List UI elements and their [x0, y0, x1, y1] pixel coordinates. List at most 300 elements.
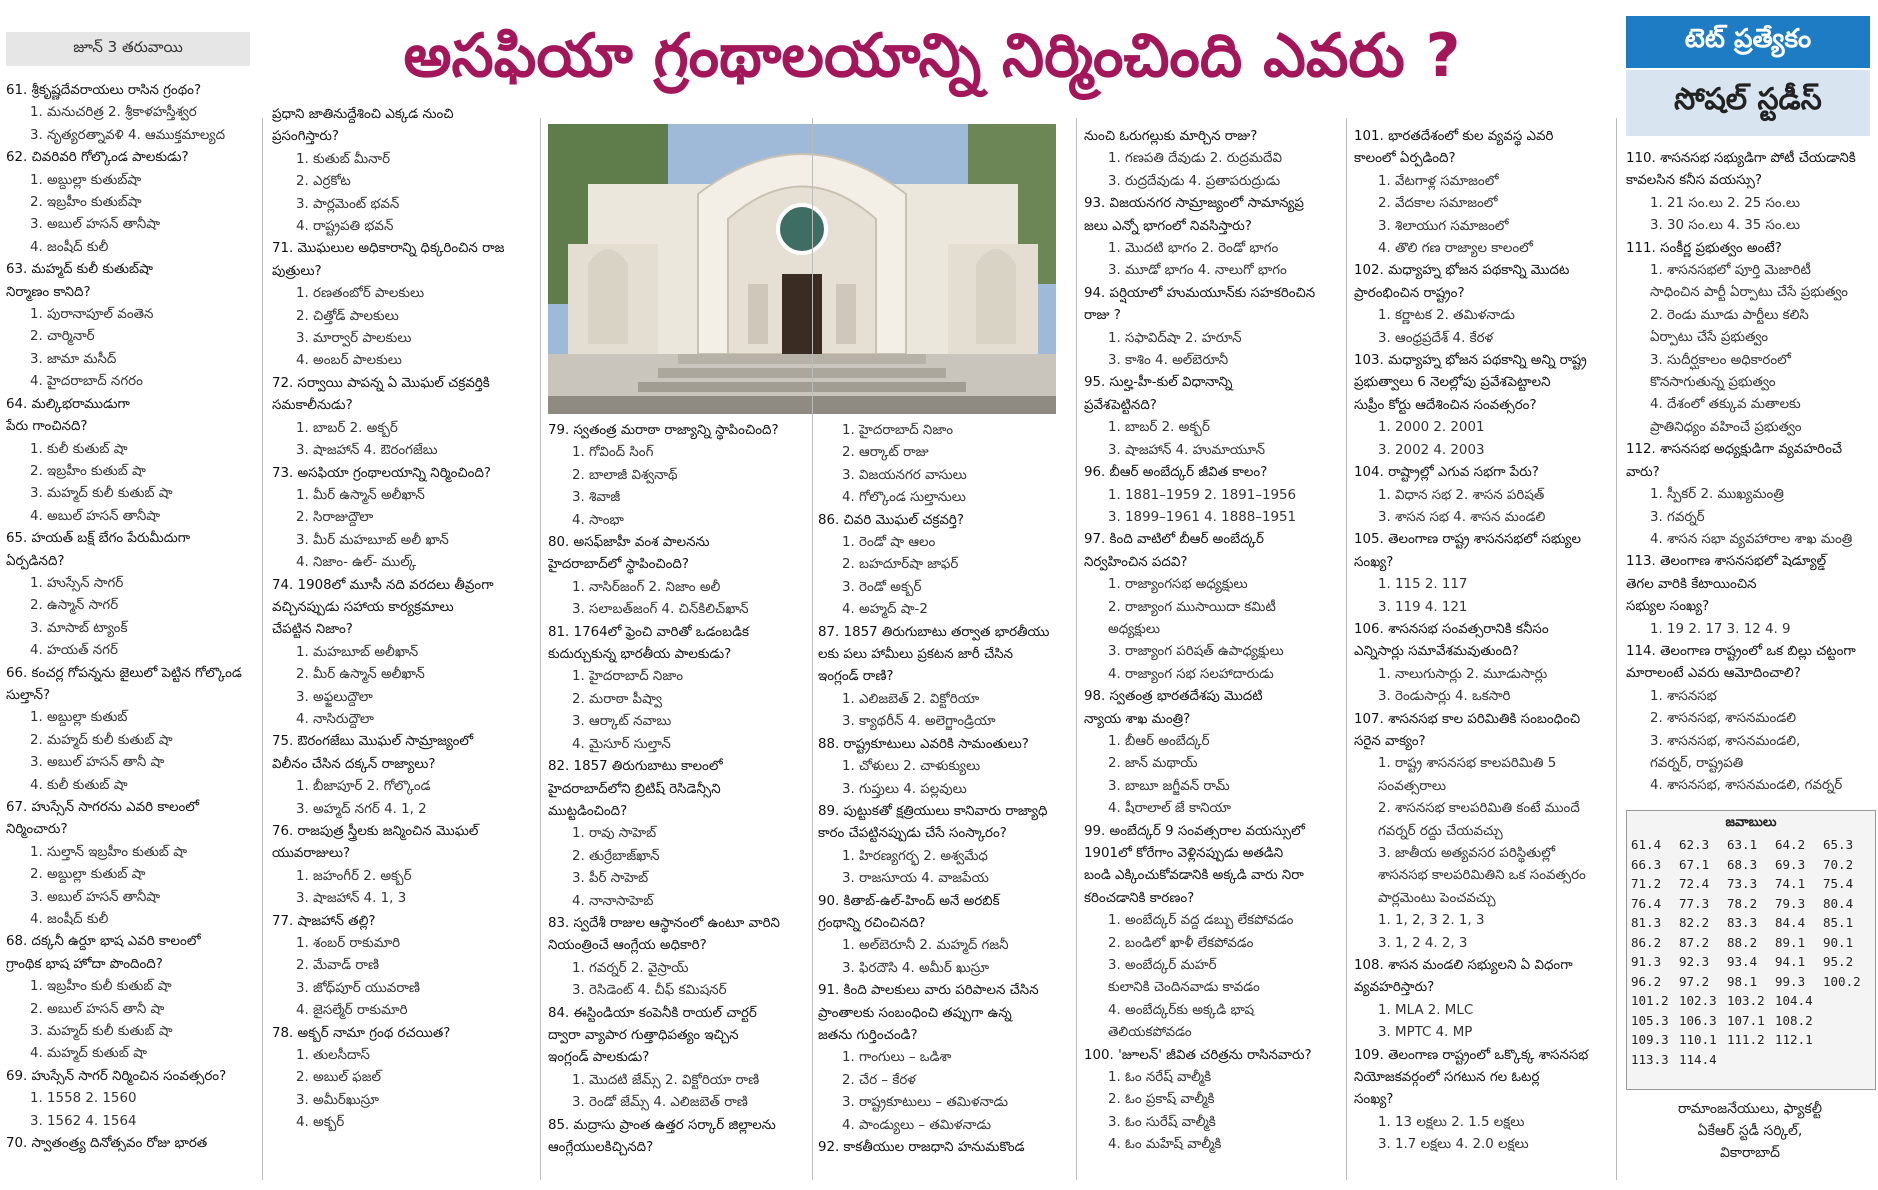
answer-cell: 93.4	[1727, 954, 1758, 969]
question-text: 91. కింది పాలకులు వారు పరిపాలన చేసిన	[818, 983, 1039, 999]
option-text: 1. సుల్తాన్ ఇబ్రహీం కుతుబ్ షా	[30, 844, 188, 860]
question-text: 81. 1764లో ఫ్రెంచి వారితో ఒడంబడిక	[548, 624, 750, 640]
question-text: ప్రభుత్వాలు 6 నెలల్లోపు ప్రవేశపెట్టాలని	[1354, 375, 1551, 391]
question-text: ప్రారంభించిన రాష్ట్రం?	[1354, 285, 1465, 301]
option-text: 2. వేదకాల సమాజంలో	[1378, 196, 1498, 212]
question-text: మారాలంటే ఎవరు ఆమోదించాలి?	[1626, 666, 1801, 682]
answer-cell: 86.2	[1631, 934, 1662, 950]
option-text: 3. షాజహాన్ 4. 1, 3	[296, 891, 407, 907]
answer-cell: 68.3	[1727, 856, 1758, 872]
library-building-illustration	[548, 124, 1056, 414]
question-text: జలు ఎన్నో భాగంలో నివసిస్తారు?	[1084, 218, 1252, 234]
option-text: 4. హయత్ నగర్	[30, 643, 118, 659]
answer-cell: 102.3	[1679, 993, 1717, 1008]
answer-cell: 109.3	[1631, 1032, 1669, 1047]
question-text: 84. ఈస్టిండియా కంపెనీకి రాయల్ చార్టర్	[548, 1005, 757, 1021]
answer-cell: 63.1	[1727, 837, 1758, 852]
question-text: వ్యవహరిస్తారు?	[1354, 980, 1435, 996]
option-text: 3. 2002 4. 2003	[1378, 442, 1485, 458]
option-text: 1. కర్ణాటక 2. తమిళనాడు	[1378, 308, 1515, 324]
answer-cell: 111.2	[1727, 1032, 1765, 1047]
question-text: 72. సర్వాయి పాపన్న ఏ మొఘల్ చక్రవర్తికి	[272, 375, 490, 391]
option-text: 4. రాష్ట్రపతి భవన్	[296, 219, 394, 235]
option-text: 3. మహ్మద్ కులీ కుతుబ్ షా	[30, 1024, 173, 1040]
question-text: పుత్రులు?	[272, 263, 322, 279]
option-text: 2. అబుల్ హసన్ తానీ షా	[30, 1001, 165, 1017]
answer-cell	[1775, 1050, 1823, 1070]
answer-cell: 98.1	[1727, 973, 1758, 989]
question-text: 69. హుస్సేన్ సాగర్ నిర్మించిన సంవత్సరం?	[6, 1068, 227, 1084]
option-text: 3. జోధ్‌పూర్ యువరాణి	[296, 980, 420, 996]
question-text: 107. శాసనసభ కాల పరిమితికి సంబంధించి	[1354, 711, 1581, 727]
question-text: వారు?	[1626, 464, 1660, 480]
option-text: 3. అబుల్ హసన్ తానీషా	[30, 889, 161, 905]
answer-cell: 83.3	[1727, 915, 1758, 930]
option-text: 2. అబుల్ ఫజల్	[296, 1070, 381, 1086]
answer-cell: 77.3	[1679, 895, 1710, 911]
option-text: 3. 1899–1961 4. 1888–1951	[1108, 509, 1297, 525]
option-text: 1. 21 సం.లు 2. 25 సం.లు	[1650, 195, 1801, 211]
option-text: 1. చోళులు 2. చాళుక్యులు	[842, 759, 981, 775]
question-text: తెగల వారికి కేటాయించిన	[1626, 576, 1757, 592]
option-text: 3. జాతీయ అత్యవసర పరిస్థితుల్లో	[1378, 846, 1555, 861]
question-text: 102. మధ్యాహ్న భోజన పథకాన్ని మొదట	[1354, 263, 1570, 279]
answer-cell: 62.3	[1679, 837, 1710, 852]
option-text: 4. జంషీద్ కులీ	[30, 912, 109, 928]
question-text: నిర్మాణం కానిది?	[6, 284, 91, 300]
answer-cell: 88.2	[1727, 934, 1758, 950]
option-text: 1. అల్‌బెరూనీ 2. మహ్మద్ గజనీ	[842, 938, 1009, 954]
question-text: 88. రాష్ట్రకూటులు ఎవరికి సామంతులు?	[818, 736, 1029, 752]
column-divider	[262, 118, 263, 1180]
answer-cell: 84.4	[1775, 915, 1806, 930]
question-text: కారం చేపట్టినప్పుడు చేసే సంస్కారం?	[818, 826, 1007, 842]
question-text: 93. విజయనగర సామ్రాజ్యంలో సామాన్యప్ర	[1084, 196, 1304, 212]
question-text: ప్రధాని జాతినుద్దేశించి ఎక్కడ నుంచి	[272, 107, 454, 122]
option-text: 3. అహ్మద్ నగర్ 4. 1, 2	[296, 801, 427, 817]
option-text: 1. స్పీకర్ 2. ముఖ్యమంత్రి	[1650, 487, 1784, 503]
answer-cell: 106.3	[1679, 1012, 1717, 1028]
option-text: సంవత్సరాలు	[1378, 778, 1446, 794]
question-text: ఎన్నిసార్లు సమావేశమవుతుంది?	[1354, 644, 1519, 660]
column-divider	[1616, 118, 1617, 1180]
option-text: 1. ఇబ్రహీం కులీ కుతుబ్ షా	[30, 979, 172, 995]
answer-cell: 110.1	[1679, 1032, 1717, 1047]
question-text: 61. శ్రీకృష్ణదేవరాయలు రాసిన గ్రంథం?	[6, 83, 202, 98]
option-text: 2. బహదూర్‌షా జాఫర్	[842, 557, 959, 573]
question-text: 87. 1857 తిరుగుబాటు తర్వాత భారతీయు	[818, 624, 1050, 640]
question-text: నియోజకవర్గంలో సగటున గల ఓటర్ల	[1354, 1070, 1540, 1086]
question-text: కుదుర్చుకున్న భారతీయ పాలకుడు?	[548, 647, 732, 663]
answer-cell: 80.4	[1823, 895, 1854, 911]
answer-cell	[1823, 991, 1871, 1011]
option-text: 1. ఓం నరేష్ వాల్మీకి	[1108, 1070, 1212, 1086]
question-text: నియంత్రించే ఆంగ్లేయ అధికారి?	[548, 938, 707, 954]
option-text: 3. రెండుసార్లు 4. ఒకసారి	[1378, 689, 1511, 705]
option-text: 1. బీఆర్ అంబేద్కర్	[1108, 733, 1210, 749]
option-text: 3. 1.7 లక్షలు 4. 2.0 లక్షలు	[1378, 1137, 1529, 1153]
author-credit	[1626, 1098, 1874, 1184]
question-text: 100. 'జూలన్' జీవిత చరిత్రను రాసినవారు?	[1084, 1047, 1312, 1063]
option-text: 4. హైదరాబాద్ నగరం	[30, 374, 143, 390]
question-text: ముట్టడించింది?	[548, 803, 628, 819]
question-text: 83. స్వదేశీ రాజుల ఆస్థానంలో ఉంటూ వారిని	[548, 915, 780, 931]
option-text: 3. షాజహాన్ 4. ఔరంగజేబు	[296, 443, 438, 459]
option-text: 2. ఇబ్రహీం కుతుబ్‌షా	[30, 195, 142, 211]
answer-cell: 66.3	[1631, 856, 1662, 872]
option-text: 2. శాసనసభ కాలపరిమితి కంటే ముందే	[1378, 801, 1580, 817]
answer-cell: 72.4	[1679, 876, 1710, 891]
question-text: 73. అసఫియా గ్రంథాలయాన్ని నిర్మించింది?	[272, 465, 492, 481]
answer-cell: 65.3	[1823, 837, 1854, 852]
column-divider	[812, 118, 813, 1180]
option-text: 4. జంషీద్ కులీ	[30, 239, 109, 255]
option-text: 1. వేటగాళ్ల సమాజంలో	[1378, 173, 1499, 189]
question-text: సంఖ్య?	[1354, 554, 1394, 570]
question-column-4	[818, 420, 1074, 1184]
option-text: 1. గవర్నర్ 2. వైస్రాయ్	[572, 960, 689, 976]
option-text: 1. శాసనసభలో పూర్తి మెజారిటీ	[1650, 263, 1811, 279]
option-text: 2. రెండు మూడు పార్టీలు కలిసి	[1650, 307, 1809, 323]
option-text: 3. 30 సం.లు 4. 35 సం.లు	[1650, 218, 1801, 234]
question-text: లకు పలు హామీలు ప్రకటన జారీ చేసిన	[818, 647, 1014, 663]
subject-title: సోషల్ స్టడీస్	[1626, 70, 1870, 136]
answer-cell: 74.1	[1775, 876, 1806, 891]
answer-cell	[1823, 1011, 1871, 1031]
option-text: 1. మీర్ ఉస్మాన్ అలీఖాన్	[296, 487, 425, 503]
question-text: 68. దక్కనీ ఉర్దూ భాష ఎవరి కాలంలో	[6, 934, 201, 950]
question-text: 86. చివరి మొఘల్ చక్రవర్తి?	[818, 512, 964, 528]
option-text: 1. ఎలిజబెత్ 2. విక్టోరియా	[842, 691, 980, 707]
option-text: ఏర్పాటు చేసే ప్రభుత్వం	[1650, 330, 1769, 346]
option-text: 1. నాసిర్‌జంగ్ 2. నిజాం అలీ	[572, 579, 721, 595]
question-text: ప్రవేశపెట్టినది?	[1084, 397, 1157, 413]
answer-cell: 90.1	[1823, 934, 1854, 950]
option-text: 4. రాజ్యాంగ సభ సలహాదారుడు	[1108, 666, 1274, 682]
question-text: 108. శాసన మండలి సభ్యులని ఏ విధంగా	[1354, 958, 1573, 974]
answer-key-grid	[1627, 835, 1875, 1069]
answer-cell	[1727, 1050, 1775, 1070]
option-text: 4. ఓం మహేష్ వాల్మీకి	[1108, 1137, 1222, 1153]
answer-cell: 104.4	[1775, 993, 1813, 1008]
option-text: 4. కులీ కుతుబ్ షా	[30, 777, 128, 793]
author-name: రామాంజనేయులు, ఫ్యాకల్టీ	[1678, 1101, 1822, 1117]
question-text: 105. తెలంగాణ రాష్ట్ర శాసనసభలో సభ్యుల	[1354, 532, 1582, 548]
option-text: అధ్యక్షులు	[1108, 621, 1160, 637]
option-text: 3. సలాబత్‌జంగ్ 4. చిన్‌కిలిచ్‌ఖాన్	[572, 602, 749, 618]
question-text: విలీనం చేసిన దక్కన్ రాజ్యాలు?	[272, 756, 436, 772]
question-text: 89. పుట్టుకతో క్షత్రియులు కానివారు రాజ్యాధి	[818, 803, 1048, 819]
question-text: రాజు ?	[1084, 308, 1121, 324]
option-text: 3. శాసన సభ 4. శాసన మండలి	[1378, 509, 1546, 525]
question-text: నిర్మించారు?	[6, 822, 68, 838]
option-text: 1. అంబేద్కర్ వద్ద డబ్బు లేకపోవడం	[1108, 913, 1294, 929]
option-text: 2. ఉస్మాన్ సాగర్	[30, 598, 119, 614]
option-text: 3. రెండో అక్బర్	[842, 579, 922, 595]
option-text: 1. శాసనసభ	[1650, 688, 1717, 704]
option-text: 4. గోల్కొండ సుల్తానులు	[842, 490, 966, 506]
option-text: 3. 119 4. 121	[1378, 599, 1468, 615]
answer-cell: 91.3	[1631, 954, 1662, 969]
option-text: 4. అక్బర్	[296, 1115, 345, 1131]
option-text: 3. మూడో భాగం 4. నాలుగో భాగం	[1108, 263, 1287, 279]
answer-cell: 108.2	[1775, 1012, 1813, 1028]
option-text: 4. పాండ్యులు – తమిళనాడు	[842, 1117, 992, 1133]
option-text: 1. రణతంబోర్ పాలకులు	[296, 286, 425, 302]
option-text: 1. 1881–1959 2. 1891–1956	[1108, 487, 1297, 503]
option-text: 2. బండిలో ఖాళీ లేకపోవడం	[1108, 935, 1254, 951]
option-text: 2. చార్మినార్	[30, 329, 95, 345]
author-location: వికారాబాద్	[1719, 1145, 1781, 1161]
option-text: 3. గవర్నర్	[1650, 509, 1705, 525]
answer-key-box	[1626, 810, 1876, 1090]
option-text: 3. పీర్ సాహెబ్	[572, 871, 649, 887]
option-text: 1. 115 2. 117	[1378, 577, 1468, 593]
option-text: 1. సఫావిద్‌షా 2. హరూన్	[1108, 330, 1242, 346]
option-text: 3. మహ్మద్ కులీ కుతుబ్ షా	[30, 486, 173, 502]
question-text: 114. తెలంగాణ రాష్ట్రంలో ఒక బిల్లు చట్టంగా	[1626, 643, 1856, 659]
question-text: 75. ఔరంగజేబు మొఘల్ సామ్రాజ్యంలో	[272, 734, 474, 750]
question-text: 78. అక్బర్ నామా గ్రంథ రచయిత?	[272, 1025, 451, 1041]
question-text: 74. 1908లో మూసీ నది వరదలు తీవ్రంగా	[272, 577, 494, 593]
answer-cell: 101.2	[1631, 993, 1669, 1008]
option-text: 3. శాసనసభ, శాసనమండలి,	[1650, 733, 1801, 749]
question-text: ప్రసంగిస్తారు?	[272, 129, 340, 145]
option-text: 1. విధాన సభ 2. శాసన పరిషత్	[1378, 487, 1545, 503]
question-text: సమకాలీనుడు?	[272, 398, 353, 414]
question-text: న్యాయ శాఖ మంత్రి?	[1084, 711, 1191, 727]
option-text: 2. ఎర్రకోట	[296, 174, 351, 190]
option-text: 1. మొదటి జేమ్స్ 2. విక్టోరియా రాణి	[572, 1072, 760, 1088]
option-text: 1. హైదరాబాద్ నిజాం	[572, 669, 683, 685]
option-text: 4. దేశంలో తక్కువ మతాలకు	[1650, 397, 1801, 413]
answer-cell: 82.2	[1679, 915, 1710, 930]
answer-cell: 85.1	[1823, 915, 1854, 930]
option-text: 4. మైసూర్ సుల్తాన్	[572, 736, 671, 752]
option-text: 4. అహ్మద్ షా-2	[842, 602, 928, 618]
question-text: ఏర్పడినది?	[6, 553, 65, 569]
question-text: 106. శాసనసభ సంవత్సరానికి కనీసం	[1354, 621, 1549, 637]
option-text: 3. శిలాయుగ సమాజంలో	[1378, 218, 1509, 234]
option-text: 3. అబుల్ హసన్ తానీ షా	[30, 755, 165, 771]
option-text: 3. జామా మసీద్	[30, 351, 117, 367]
answer-cell: 70.2	[1823, 856, 1854, 872]
option-text: 4. నిజాం- ఉల్- ముల్క్	[296, 555, 417, 571]
question-text: 85. మద్రాసు ప్రాంత ఉత్తర సర్కార్ జిల్లాలను	[548, 1117, 776, 1133]
option-text: 3. 1, 2 4. 2, 3	[1378, 935, 1468, 951]
question-text: 104. రాష్ట్రాల్లో ఎగువ సభగా పేరు?	[1354, 465, 1539, 481]
question-text: 92. కాకతీయుల రాజధాని హనుమకొండ	[818, 1140, 1025, 1155]
option-text: కులానికి చెందినవాడు కావడం	[1108, 980, 1260, 996]
answer-cell: 64.2	[1775, 837, 1806, 852]
answer-cell: 87.2	[1679, 934, 1710, 950]
question-text: 113. తెలంగాణ శాసనసభలో షెడ్యూల్డ్	[1626, 554, 1827, 570]
option-text: 1. రావు సాహెబ్	[572, 826, 657, 842]
option-text: 2. మరాఠా పీష్వా	[572, 691, 663, 707]
answer-cell: 105.3	[1631, 1012, 1669, 1028]
option-text: 3. అంబేద్కర్ మహర్	[1108, 958, 1217, 974]
question-text: 76. రాజపుత్ర స్త్రీలకు జన్మించిన మొఘల్	[272, 824, 479, 839]
option-text: పార్లమెంటు పెంచవచ్చు	[1378, 890, 1496, 906]
option-text: 3. రాజ్యాంగ పరిషత్ ఉపాధ్యక్షులు	[1108, 644, 1284, 660]
option-text: 4. మహ్మద్ కుతుబ్ షా	[30, 1046, 147, 1062]
option-text: 1. హుస్సేన్ సాగర్	[30, 575, 124, 591]
option-text: 1. బాబర్ 2. అక్బర్	[296, 420, 398, 436]
option-text: 2. అబ్దుల్లా కుతుబ్ షా	[30, 867, 146, 883]
option-text: 4. శాసనసభ, శాసనమండలి, గవర్నర్	[1650, 778, 1843, 794]
option-text: 1. హైదరాబాద్ నిజాం	[842, 423, 953, 438]
answer-cell: 67.1	[1679, 856, 1710, 872]
answer-cell: 79.3	[1775, 895, 1806, 911]
option-text: 1. రాజ్యాంగసభ అధ్యక్షులు	[1108, 577, 1248, 593]
column-divider	[1346, 118, 1347, 1180]
question-text: హైదరాబాద్‌లోని బ్రిటిష్ రెసిడెన్సీని	[548, 781, 721, 797]
question-text: 71. మొఘలుల అధికారాన్ని ధిక్కరించిన రాజ	[272, 241, 505, 257]
question-text: నిర్వహించిన పదవి?	[1084, 554, 1188, 570]
question-text: 62. చివరివరి గోల్కొండ పాలకుడు?	[6, 150, 189, 166]
question-text: 94. పర్షియాలో హుమయూన్‌కు సహకరించిన	[1084, 285, 1316, 301]
option-text: 2. మేవాడ్ రాణి	[296, 958, 380, 974]
question-text: గ్రాంథిక భాష హోదా పొందింది?	[6, 956, 163, 972]
option-text: 1. కులీ కుతుబ్ షా	[30, 441, 128, 457]
option-text: 1. తులసీదాస్	[296, 1048, 370, 1064]
option-text: 1. 13 లక్షలు 2. 1.5 లక్షలు	[1378, 1114, 1525, 1130]
question-text: 95. సుల్హ-హీ-కుల్ విధానాన్ని	[1084, 375, 1233, 391]
question-text: కరించడానికి కారణం?	[1084, 890, 1195, 906]
option-text: 4. తొలి గణ రాజ్యాల కాలంలో	[1378, 241, 1533, 257]
option-text: 3. కాశిం 4. అల్‌బెరూనీ	[1108, 353, 1229, 369]
option-text: 4. సాంభా	[572, 512, 624, 528]
option-text: 2. తుర్రేబాజ్‌ఖాన్	[572, 848, 660, 864]
option-text: 1. కుతుబ్ మీనార్	[296, 151, 391, 167]
option-text: 1. మహబూబ్ అలీఖాన్	[296, 644, 419, 660]
option-text: 3. ఆంధ్రప్రదేశ్ 4. కేరళ	[1378, 330, 1494, 346]
answer-cell: 75.4	[1823, 876, 1854, 891]
option-text: కొనసాగుతున్న ప్రభుత్వం	[1650, 375, 1776, 391]
option-text: 3. MPTC 4. MP	[1378, 1025, 1473, 1041]
question-text: ప్రాంతాలకు సంబంధించి తప్పుగా ఉన్న	[818, 1005, 1012, 1021]
answer-cell: 92.3	[1679, 954, 1710, 969]
option-text: 1. మనుచరిత్ర 2. శ్రీకాళహస్తీశ్వర	[30, 105, 197, 121]
answer-cell: 69.3	[1775, 856, 1806, 872]
option-text: 1. బీజాపూర్ 2. గోల్కొండ	[296, 779, 431, 795]
question-text: కావలసిన కనీస వయస్సు?	[1626, 173, 1763, 189]
question-text: 63. మహ్మద్ కులీ కుతుబ్‌షా	[6, 262, 153, 278]
question-text: 82. 1857 తిరుగుబాటు కాలంలో	[548, 759, 723, 775]
question-column-5	[1084, 126, 1342, 1184]
option-text: 2. సిరాజుద్దౌలా	[296, 510, 374, 526]
answer-cell: 81.3	[1631, 915, 1662, 930]
option-text: 2. శాసనసభ, శాసనమండలి	[1650, 711, 1797, 727]
question-text: వచ్చినప్పుడు సహాయ కార్యక్రమాలు	[272, 599, 454, 615]
question-text: 109. తెలంగాణ రాష్ట్రంలో ఒక్కొక్క శాసనసభ	[1354, 1047, 1589, 1063]
answer-cell: 96.2	[1631, 973, 1662, 989]
question-text: బండి ఎక్కించుకోవడానికి అక్కడి వారు నిరా	[1084, 868, 1304, 884]
question-text: 101. భారతదేశంలో కుల వ్యవస్థ ఎవరి	[1354, 129, 1554, 144]
question-text: చేపట్టిన నిజాం?	[272, 622, 353, 638]
option-text: 4. అబుల్ హసన్ తానీషా	[30, 508, 161, 524]
question-text: గ్రంథాన్ని రచించినది?	[818, 915, 926, 931]
answer-cell: 103.2	[1727, 993, 1765, 1008]
question-column-7	[1626, 148, 1874, 804]
option-text: 4. షీరాలాల్ జే కానియా	[1108, 801, 1232, 817]
question-text: ఇంగ్లండ్ రాణి?	[818, 669, 894, 685]
option-text: తెలియకపోవడం	[1108, 1025, 1192, 1041]
option-text: 2. ఆర్కాట్ రాజు	[842, 445, 929, 461]
option-text: 3. మాసాబ్ ట్యాంక్	[30, 620, 128, 636]
option-text: 2. ఓం ప్రకాష్ వాల్మీకి	[1108, 1092, 1215, 1108]
question-text: సుప్రీం కోర్టు ఆదేశించిన సంవత్సరం?	[1354, 397, 1537, 413]
option-text: 3. మార్వార్ పాలకులు	[296, 331, 412, 347]
question-text: 67. హుస్సేన్ సాగరను ఎవరి కాలంలో	[6, 800, 200, 815]
option-text: 3. రెండో జేమ్స్ 4. ఎలిజబెత్ రాణి	[572, 1095, 748, 1111]
option-text: 1. గోవింద్ సింగ్	[572, 445, 654, 461]
page-headline: అసఫియా గ్రంథాలయాన్ని నిర్మించింది ఎవరు ?	[403, 21, 1461, 91]
question-text: జతను గుర్తించండి?	[818, 1027, 918, 1043]
question-text: 66. కంచర్ల గోపన్నను జైలులో పెట్టిన గోల్కొండ	[6, 665, 242, 681]
option-text: 1. రెండో షా ఆలం	[842, 535, 936, 551]
question-text: 103. మధ్యాహ్న భోజన పథకాన్ని అన్ని రాష్ట్ర	[1354, 353, 1587, 369]
option-text: 3. నృత్యరత్నావళి 4. ఆముక్తమాల్యద	[30, 127, 226, 143]
option-text: 1. అబ్దుల్లా కుతుబ్	[30, 710, 128, 726]
option-text: 1. గణపతి దేవుడు 2. రుద్రమదేవి	[1108, 151, 1282, 167]
answer-cell: 89.1	[1775, 934, 1806, 950]
question-column-6	[1354, 126, 1612, 1184]
answer-cell: 97.2	[1679, 973, 1710, 989]
answer-cell: 78.2	[1727, 895, 1758, 911]
question-text: ద్వారా వ్యాపార గుత్తాధిపత్యం ఇచ్చిన	[548, 1027, 739, 1043]
question-text: సంఖ్య?	[1354, 1092, 1394, 1108]
option-text: 3. గుప్తులు 4. పల్లవులు	[842, 781, 967, 797]
option-text: ప్రాతినిధ్యం వహించే ప్రభుత్వం	[1650, 419, 1802, 435]
question-column-2	[272, 104, 536, 1184]
option-text: 1. అబ్దుల్లా కుతుబ్‌షా	[30, 172, 142, 188]
option-text: 3. రాష్ట్రకూటులు – తమిళనాడు	[842, 1095, 1009, 1111]
option-text: 2. మహ్మద్ కులీ కుతుబ్ షా	[30, 732, 173, 748]
answer-cell: 76.4	[1631, 895, 1662, 911]
answer-cell	[1823, 1050, 1871, 1070]
option-text: 3. ఫిరదౌసి 4. అమీర్ ఖుస్రూ	[842, 960, 990, 976]
option-text: 1. రాష్ట్ర శాసనసభ కాలపరిమితి 5	[1378, 756, 1557, 772]
option-text: 2. ఇబ్రహీం కుతుబ్ షా	[30, 463, 146, 479]
option-text: 3. అమీర్‌ఖుస్రూ	[296, 1092, 379, 1108]
option-text: 4. జైసల్మేర్ రాకుమారి	[296, 1003, 408, 1019]
date-tag: జూన్ 3 తరువాయి	[6, 32, 250, 66]
option-text: 2. జాన్ మథాయ్	[1108, 756, 1198, 772]
option-text: 4. అంబర్ పాలకులు	[296, 353, 402, 369]
option-text: 1. పురానాపూల్ వంతెన	[30, 307, 154, 323]
option-text: 4. నాసిరుద్దౌలా	[296, 711, 374, 727]
option-text: 2. చేర – కేరళ	[842, 1072, 916, 1088]
option-text: 1. జహంగీర్ 2. అక్బర్	[296, 868, 412, 884]
option-text: 4. అంబేద్కర్‌కు అక్కడి భాష	[1108, 1002, 1255, 1018]
option-text: గవర్నర్ రద్దు చేయవచ్చు	[1378, 823, 1503, 839]
question-column-1	[6, 80, 258, 1184]
answer-cell: 94.1	[1775, 954, 1806, 969]
question-text: 96. బీఆర్ అంబేద్కర్ జీవిత కాలం?	[1084, 465, 1268, 481]
question-text: 110. శాసనసభ సభ్యుడిగా పోటీ చేయడానికి	[1626, 151, 1856, 166]
question-text: 64. మల్కిభరాముడుగా	[6, 396, 130, 412]
option-text: 1. 2000 2. 2001	[1378, 420, 1485, 436]
option-text: 3. క్యాథరీన్ 4. అలెగ్జాండ్రియా	[842, 714, 996, 730]
option-text: 3. అఫ్జలుద్దౌలా	[296, 689, 373, 705]
option-text: 3. ఆర్కాట్ నవాబు	[572, 714, 672, 730]
question-text: 1901లో కోరేగాం వెళ్లినప్పుడు అతడిని	[1084, 846, 1284, 861]
option-text: 3. ఓం సురేష్ వాల్మీకి	[1108, 1114, 1216, 1130]
option-text: 2. రాజ్యాంగ ముసాయిదా కమిటీ	[1108, 599, 1276, 615]
option-text: 3. మీర్ మహబూబ్ అలీ ఖాన్	[296, 532, 449, 548]
question-text: సుల్తాన్?	[6, 687, 51, 703]
